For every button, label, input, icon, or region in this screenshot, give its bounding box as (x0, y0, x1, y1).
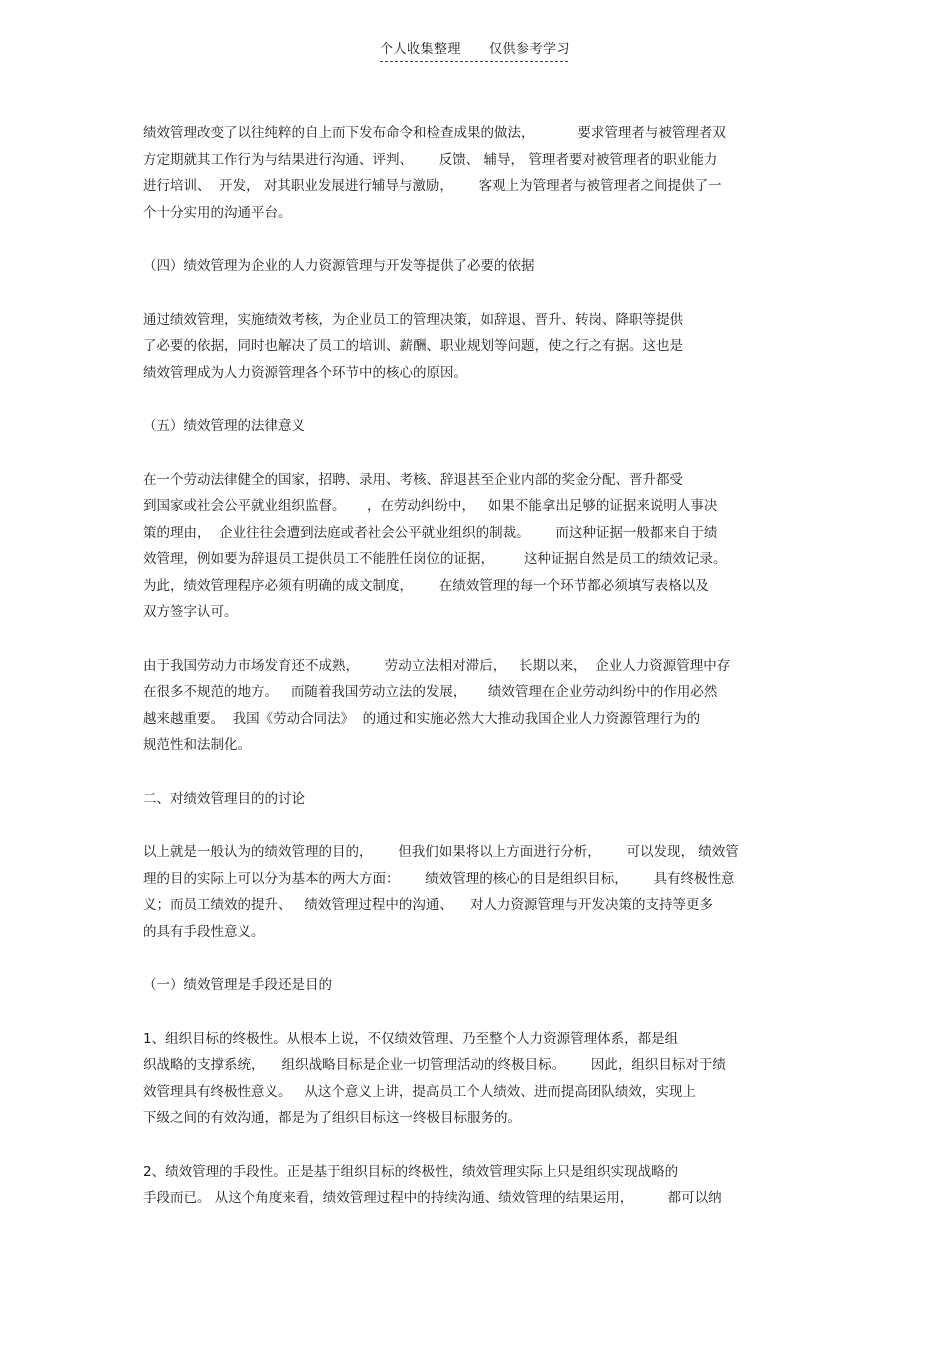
paragraph-line: 义；而员工绩效的提升、 绩效管理过程中的沟通、 对人力资源管理与开发决策的支持等更多 (143, 897, 714, 913)
paragraph (143, 120, 813, 226)
paragraph-line: 通过绩效管理，实施绩效考核，为企业员工的管理决策，如辞退、晋升、转岗、降职等提供 (143, 311, 683, 328)
paragraph-line: 双方签字认可。 (143, 604, 238, 620)
paragraph-line: 织战略的支撑系统， 组织战略目标是企业一切管理活动的终极目标。 因此，组织目标对于绩 (143, 1057, 726, 1073)
paragraph-line: 效管理具有终极性意义。 从这个意义上讲，提高员工个人绩效、进而提高团队绩效，实现上 (143, 1083, 696, 1100)
paragraph-line: 以上就是一般认为的绩效管理的目的， 但我们如果将以上方面进行分析， 可以发现， 绩效管 (143, 844, 739, 860)
paragraph-line: 规范性和法制化。 (143, 737, 251, 753)
paragraph (143, 839, 813, 945)
section-heading: （一）绩效管理是手段还是目的 (143, 977, 332, 993)
paragraph-line: 1、组织目标的终极性。从根本上说，不仅绩效管理、乃至整个人力资源管理体系，都是组 (143, 1030, 679, 1047)
paragraph-line: 策的理由， 企业往往会遭到法庭或者社会公平就业组织的制裁。 而这种证据一般都来自于绩 (143, 524, 718, 541)
paragraph-line: 2、绩效管理的手段性。正是基于组织目标的终极性，绩效管理实际上只是组织实现战略的 (143, 1163, 679, 1180)
paragraph-line: 手段而已。 从这个角度来看，绩效管理过程中的持续沟通、绩效管理的结果运用， 都可以纳 (143, 1190, 722, 1206)
paragraph (143, 467, 813, 626)
paragraph-line: 效管理，例如要为辞退员工提供员工不能胜任岗位的证据， 这种证据自然是员工的绩效记录。 (143, 551, 727, 567)
section-heading: 二、对绩效管理目的的讨论 (143, 790, 305, 807)
paragraph-line: 方定期就其工作行为与结果进行沟通、评判、 反馈、 辅导， 管理者要对被管理者的职业能力 (143, 151, 718, 168)
paragraph-line: 到国家或社会公平就业组织监督。 ，在劳动纠纷中， 如果不能拿出足够的证据来说明人事决 (143, 498, 718, 514)
section-heading: （四）绩效管理为企业的人力资源管理与开发等提供了必要的依据 (143, 258, 535, 274)
paragraph-line: 在很多不规范的地方。 而随着我国劳动立法的发展， 绩效管理在企业劳动纠纷中的作用必然 (143, 684, 718, 700)
paragraph-line: 个十分实用的沟通平台。 (143, 204, 292, 221)
paragraph-line: 进行培训、 开发， 对其职业发展进行辅导与激励， 客观上为管理者与被管理者之间提供了一 (143, 178, 722, 194)
paragraph-line: 的具有手段性意义。 (143, 923, 265, 940)
paragraph-line: 在一个劳动法律健全的国家，招聘、录用、考核、辞退甚至企业内部的奖金分配、晋升都受 (143, 471, 683, 488)
paragraph-line: 越来越重要。 我国《劳动合同法》 的通过和实施必然大大推动我国企业人力资源管理行为的 (143, 710, 701, 727)
paragraph-line: 由于我国劳动力市场发育还不成熟， 劳动立法相对滞后， 长期以来， 企业人力资源管理中存 (143, 657, 731, 674)
paragraph (143, 307, 813, 387)
paragraph-line: 了必要的依据，同时也解决了员工的培训、薪酬、职业规划等问题，使之行之有据。这也是 (143, 338, 683, 354)
paragraph-line: 绩效管理改变了以往纯粹的自上而下发布命令和检查成果的做法， 要求管理者与被管理者双 (143, 125, 726, 141)
paragraph (143, 1159, 813, 1212)
section-heading: （五）绩效管理的法律意义 (143, 418, 305, 434)
paragraph-line: 绩效管理成为人力资源管理各个环节中的核心的原因。 (143, 364, 467, 381)
header-right-text: 仅供参考学习 (489, 42, 571, 57)
paragraph (143, 653, 813, 759)
header-left-text: 个人收集整理 (380, 42, 462, 57)
document-body (143, 120, 813, 1239)
paragraph-line: 理的目的实际上可以分为基本的两大方面： 绩效管理的核心的目是组织目标， 具有终极性意 (143, 870, 735, 887)
paragraph-line: 下级之间的有效沟通，都是为了组织目标这一终极目标服务的。 (143, 1110, 521, 1126)
page-header (380, 38, 571, 62)
paragraph (143, 1026, 813, 1132)
paragraph-line: 为此，绩效管理程序必须有明确的成文制度， 在绩效管理的每一个环节都必须填写表格以及 (143, 577, 709, 594)
